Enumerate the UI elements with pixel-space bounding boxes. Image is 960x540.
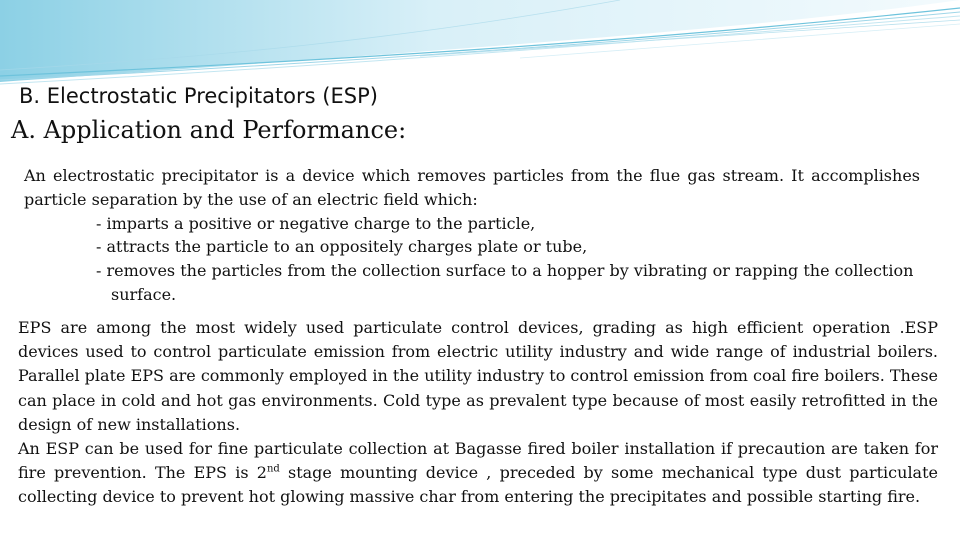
ordinal-suffix: nd bbox=[266, 463, 280, 475]
paragraph-2-text-start: An ESP can be used for fine particulate collection at Bagasse fired boiler installation if precaution are taken for fire prevention. The EPS is 2 bbox=[18, 439, 938, 483]
intro-paragraph: An electrostatic precipitator is a device which removes particles from the flue gas stream. It accomplishes particle separation by the use of an electric field which: bbox=[24, 166, 920, 209]
list-item: - removes the particles from the collection surface to a hopper by vibrating or rapping the collection surface. bbox=[96, 261, 914, 304]
body-paragraph-1: EPS are among the most widely used particulate control devices, grading as high efficient operation .ESP devices used to control particulate emission from electric utility industry and wide range of industrial boilers. Parallel plate EPS are commonly employed in the utility industry to control emission from coal fire boilers. These can place in cold and hot gas environments. Cold type as prevalent type because of most easily retrofitted in the design of new installations. bbox=[18, 318, 938, 434]
decorative-wave-banner bbox=[0, 0, 960, 90]
list-item: - attracts the particle to an oppositely charges plate or tube, bbox=[96, 237, 588, 257]
function-list bbox=[24, 212, 920, 307]
body-block bbox=[18, 316, 938, 510]
subsection-heading: A. Application and Performance: bbox=[11, 116, 407, 144]
list-item: - imparts a positive or negative charge to the particle, bbox=[96, 213, 536, 233]
section-heading: B. Electrostatic Precipitators (ESP) bbox=[19, 84, 378, 108]
paragraph-2-text-end: stage mounting device , preceded by some mechanical type dust particulate collecting device to prevent hot glowing massive char from entering the precipitates and possible starting fire. bbox=[18, 463, 938, 507]
intro-block bbox=[24, 164, 920, 307]
body-paragraph-2 bbox=[18, 437, 938, 510]
